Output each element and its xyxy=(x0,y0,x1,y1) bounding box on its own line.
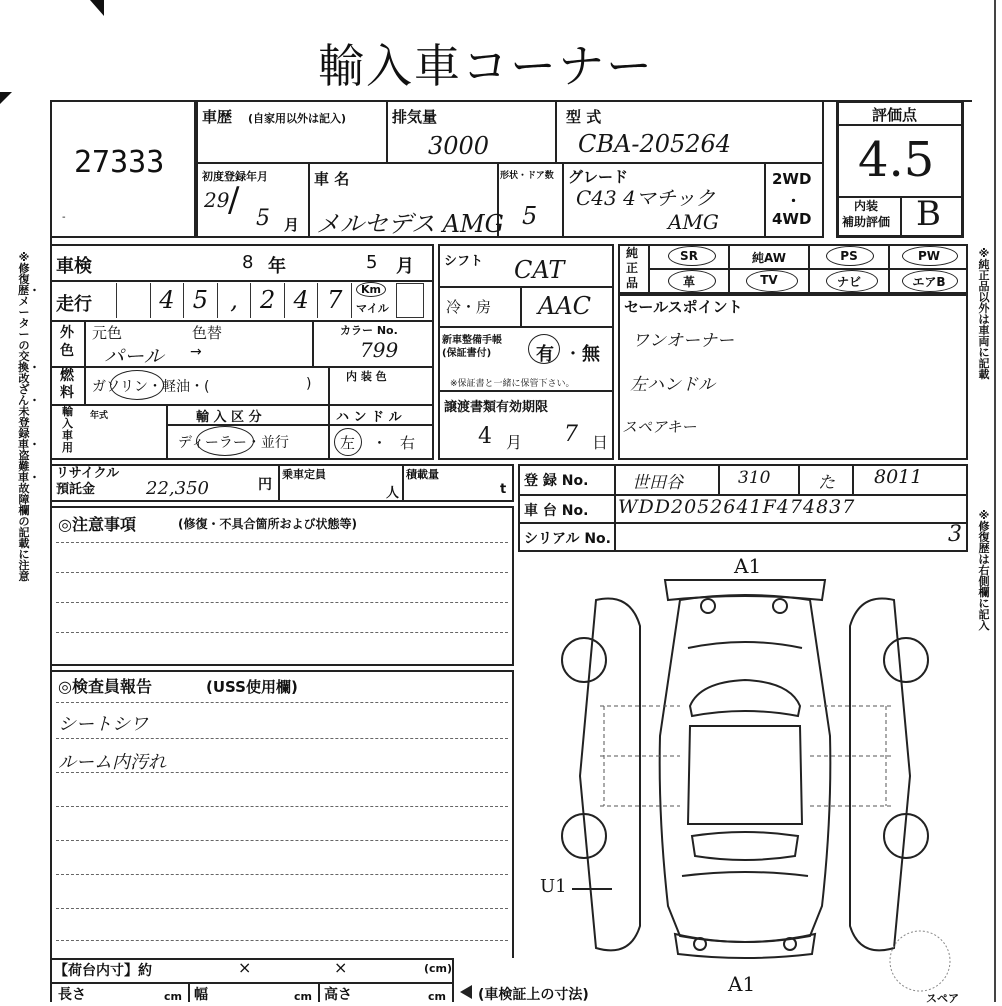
caution-line xyxy=(56,602,508,603)
ac-div xyxy=(520,286,522,326)
cert-label: (車検証上の寸法) xyxy=(478,987,589,1003)
inspector-label: ◎検査員報告 xyxy=(58,677,152,696)
first-reg-label: 初度登録年月 xyxy=(202,170,268,183)
manual-yes: 有 xyxy=(536,344,554,365)
mileage-digit: , xyxy=(217,283,251,318)
drive-dot: ・ xyxy=(786,192,802,210)
front-mark: A1 xyxy=(734,554,762,578)
manual-note: ※保証書と一緒に保管下さい。 xyxy=(450,379,575,389)
docs-month-unit: 月 xyxy=(506,433,523,452)
mile-label: マイル xyxy=(356,302,389,315)
model-label: 型 式 xyxy=(566,108,602,126)
manual-no: 無 xyxy=(582,344,600,365)
history-label: 車歴 xyxy=(202,108,233,126)
score-inner-div xyxy=(900,196,902,238)
mileage-digit: 4 xyxy=(284,283,318,318)
sales-point-3: スペアキー xyxy=(622,418,697,436)
option-ps-circle xyxy=(826,246,874,266)
manual-yes-circle xyxy=(528,334,560,364)
lot-dot: - xyxy=(62,212,66,223)
reg-plate-div-2 xyxy=(798,464,800,494)
color-div-2 xyxy=(312,320,314,366)
docs-day-unit: 日 xyxy=(592,433,609,452)
mileage-digit: 7 xyxy=(317,283,352,318)
sales-label: セールスポイント xyxy=(624,298,743,316)
import-label: 輸 入 車 用 xyxy=(62,405,73,454)
grade-line-1: C43 4マチック xyxy=(576,186,716,210)
fuel-close: ) xyxy=(306,376,312,392)
displacement-value: 3000 xyxy=(428,132,490,160)
caution-line xyxy=(56,572,508,573)
inspection-label: 車検 xyxy=(56,256,92,277)
plate-class: 310 xyxy=(738,468,771,488)
chassis-number: WDD2052641F474837 xyxy=(618,496,856,518)
inspector-line xyxy=(56,874,508,875)
mileage-boxes xyxy=(116,283,352,318)
handle-right: 右 xyxy=(400,434,416,452)
shift-value: CAT xyxy=(514,256,565,284)
person-unit: 人 xyxy=(386,486,400,501)
color-no-label: カラー No. xyxy=(340,324,398,337)
doors-value: 5 xyxy=(522,202,538,230)
header-div-6 xyxy=(764,162,766,238)
plate-kana: た xyxy=(818,473,835,493)
middle-line-3 xyxy=(438,390,614,392)
exterior-label: 外 色 xyxy=(60,325,74,359)
mileage-end-box xyxy=(396,283,424,318)
drive-4wd: 4WD xyxy=(772,210,812,228)
options-div-3 xyxy=(888,244,890,294)
caution-label: ◎注意事項 xyxy=(58,515,136,534)
page-title: 輸入車コーナー xyxy=(318,39,654,93)
option-tv-circle xyxy=(746,270,798,292)
score-label: 評価点 xyxy=(872,106,918,124)
header-mid-line xyxy=(196,162,824,164)
option-ps: PS xyxy=(840,249,858,263)
ac-label: 冷・房 xyxy=(446,298,492,316)
reg-plate-div-1 xyxy=(718,464,720,494)
first-reg-slash: / xyxy=(228,180,240,220)
inspector-note: (USS使用欄) xyxy=(206,678,298,696)
width-cm: cm xyxy=(294,990,312,1003)
fuel-options: ガソリン・軽油・( xyxy=(92,379,210,395)
car-name-label: 車 名 xyxy=(314,170,350,188)
manual-label: 新車整備手帳 (保証書付) xyxy=(442,335,502,359)
load-label: 積載量 xyxy=(406,468,439,481)
header-div-3 xyxy=(308,162,310,238)
car-name: メルセデス AMG xyxy=(316,210,504,238)
option-leather: 革 xyxy=(682,275,695,289)
orig-color: パール xyxy=(104,344,164,368)
import-selected xyxy=(196,426,254,456)
cert-arrow xyxy=(460,985,472,999)
cargo-label: 【荷台内寸】約 xyxy=(54,963,152,979)
cargo-unit: (cm) xyxy=(424,962,453,975)
header-div-1 xyxy=(386,100,388,162)
reg-line-2 xyxy=(518,522,968,524)
inspector-line xyxy=(56,908,508,909)
grade-line-2: AMG xyxy=(668,210,719,234)
serial-label: シリアル No. xyxy=(524,531,611,547)
reg-label-div xyxy=(614,464,616,552)
grade-label: グレード xyxy=(568,168,629,186)
corner-mark-left xyxy=(0,92,12,104)
km-label: Km xyxy=(356,282,386,297)
drive-2wd: 2WD xyxy=(772,170,812,188)
interior-grade: B xyxy=(916,194,941,234)
inspector-line xyxy=(56,940,508,941)
cargo-div-1 xyxy=(188,982,190,1002)
color-arrow: → xyxy=(190,344,202,360)
first-reg-month-unit: 月 xyxy=(284,216,300,234)
side-note-right-bottom: ※修復歴は右側欄に記入 xyxy=(978,509,990,632)
side-note-left: ※修復歴・メーターの交換・改ざん・未登録車・盗難車・故障欄の記載に注意 xyxy=(18,251,40,583)
lot-number: 27333 xyxy=(74,145,165,180)
side-mark-line xyxy=(572,888,612,890)
middle-line-1 xyxy=(438,286,614,288)
model-code: CBA-205264 xyxy=(578,130,732,158)
header-div-5 xyxy=(562,162,564,238)
inspector-note-2: ルーム内汚れ xyxy=(58,752,166,773)
height-label: 高さ xyxy=(324,987,352,1003)
capacity-label: 乗車定員 xyxy=(282,468,326,481)
color-div-1 xyxy=(84,320,86,404)
reg-plate-div-3 xyxy=(852,464,854,494)
option-tv: TV xyxy=(760,273,778,287)
import-cat-label: 輸 入 区 分 xyxy=(196,410,262,425)
mileage-digit: 5 xyxy=(183,283,217,318)
inspection-year: 8 xyxy=(242,252,254,273)
manual-dot: ・ xyxy=(564,344,582,365)
ac-value: AAC xyxy=(538,292,592,320)
option-airbag: エアB xyxy=(912,275,946,289)
plate-area: 世田谷 xyxy=(632,473,683,493)
doors-label: 形状・ドア数 xyxy=(500,171,554,181)
option-airbag-circle xyxy=(902,270,958,292)
first-reg-year: 29 xyxy=(204,188,230,212)
year-type-label: 年式 xyxy=(90,411,109,421)
mileage-label: 走行 xyxy=(56,294,92,315)
recycle-label: リサイクル 預託金 xyxy=(56,466,120,497)
options-label: 純 正 品 xyxy=(626,246,639,290)
side-note-right-top: ※純正品以外は車両に記載 xyxy=(978,247,990,381)
caution-line xyxy=(56,542,508,543)
handle-left-circle xyxy=(334,428,362,456)
inspection-year-unit: 年 xyxy=(268,256,286,277)
options-div-2 xyxy=(808,244,810,294)
first-reg-month: 5 xyxy=(256,206,270,231)
option-pw: PW xyxy=(917,249,941,263)
caution-note: (修復・不具合箇所および状態等) xyxy=(178,517,357,531)
cargo-bottom-line xyxy=(50,982,452,984)
cargo-div-2 xyxy=(318,982,320,1002)
displacement-label: 排気量 xyxy=(392,108,438,126)
option-pw-circle xyxy=(902,246,958,266)
option-leather-circle xyxy=(668,270,716,292)
inspector-line xyxy=(56,738,508,739)
inspector-line xyxy=(56,806,508,807)
cargo-div-3 xyxy=(452,958,454,1002)
recycle-div-1 xyxy=(278,464,280,502)
docs-label: 譲渡書類有効期限 xyxy=(444,400,549,415)
docs-day: 7 xyxy=(564,422,578,447)
score-value: 4.5 xyxy=(858,132,935,188)
handle-label: ハ ン ド ル xyxy=(336,410,402,425)
rear-mark: A1 xyxy=(728,972,756,996)
fuel-label: 燃 料 xyxy=(60,368,74,401)
middle-line-2 xyxy=(438,326,614,328)
inspection-month-unit: 月 xyxy=(396,256,414,277)
sales-point-2: 左ハンドル xyxy=(630,375,715,395)
inspector-note-1: シートシワ xyxy=(58,714,148,735)
caution-line xyxy=(56,632,508,633)
width-label: 幅 xyxy=(194,987,208,1003)
recycle-yen: 円 xyxy=(258,477,272,493)
orig-color-label: 元色 xyxy=(92,324,123,342)
sales-point-1: ワンオーナー xyxy=(632,331,734,351)
handle-left: 左 xyxy=(340,434,356,452)
option-navi: ナビ xyxy=(836,275,861,289)
recycle-div-2 xyxy=(402,464,404,502)
option-navi-circle xyxy=(826,270,878,292)
import-cat: ディーラー・並行 xyxy=(178,435,289,451)
side-mark: U1 xyxy=(540,876,567,897)
right-edge-frame xyxy=(994,0,1002,1002)
plate-label: 登 録 No. xyxy=(524,473,589,489)
chassis-label: 車 台 No. xyxy=(524,503,589,519)
option-aw: 純AW xyxy=(752,251,786,265)
cargo-times-1: × xyxy=(238,958,252,977)
spare-label: スペア xyxy=(926,992,959,1005)
height-cm: cm xyxy=(428,990,446,1003)
mileage-digit: 4 xyxy=(150,283,184,318)
shift-label: シフト xyxy=(444,254,484,269)
length-label: 長さ xyxy=(58,987,86,1003)
color-no: 799 xyxy=(360,338,399,362)
car-diagram-svg xyxy=(540,556,970,1002)
interior-color-label: 内 装 色 xyxy=(346,370,387,383)
ton-unit: t xyxy=(500,482,507,497)
options-div-1 xyxy=(728,244,730,294)
changed-color-label: 色替 xyxy=(192,324,223,342)
fuel-selected xyxy=(110,370,164,400)
mileage-digit xyxy=(116,283,150,318)
car-diagram xyxy=(540,556,970,1002)
length-cm: cm xyxy=(164,990,182,1003)
recycle-amount: 22,350 xyxy=(146,478,209,499)
handle-dot: ・ xyxy=(372,434,388,452)
option-sr-circle xyxy=(668,246,716,266)
history-note: (自家用以外は記入) xyxy=(248,112,347,125)
mileage-digit: 2 xyxy=(250,283,284,318)
import-div-1 xyxy=(166,404,168,460)
option-sr: SR xyxy=(680,249,698,263)
import-div-2 xyxy=(328,404,330,460)
interior-label: 内装 補助評価 xyxy=(842,199,891,229)
serial-number: 3 xyxy=(948,522,962,547)
score-label-line xyxy=(836,124,964,126)
inspection-month: 5 xyxy=(366,252,378,273)
docs-month: 4 xyxy=(478,424,492,449)
inspector-line xyxy=(56,840,508,841)
fuel-div xyxy=(328,366,330,404)
plate-number: 8011 xyxy=(874,466,923,488)
corner-mark-top xyxy=(90,0,104,16)
cargo-times-2: × xyxy=(334,958,348,977)
inspector-line xyxy=(56,702,508,703)
header-div-2 xyxy=(555,100,557,162)
